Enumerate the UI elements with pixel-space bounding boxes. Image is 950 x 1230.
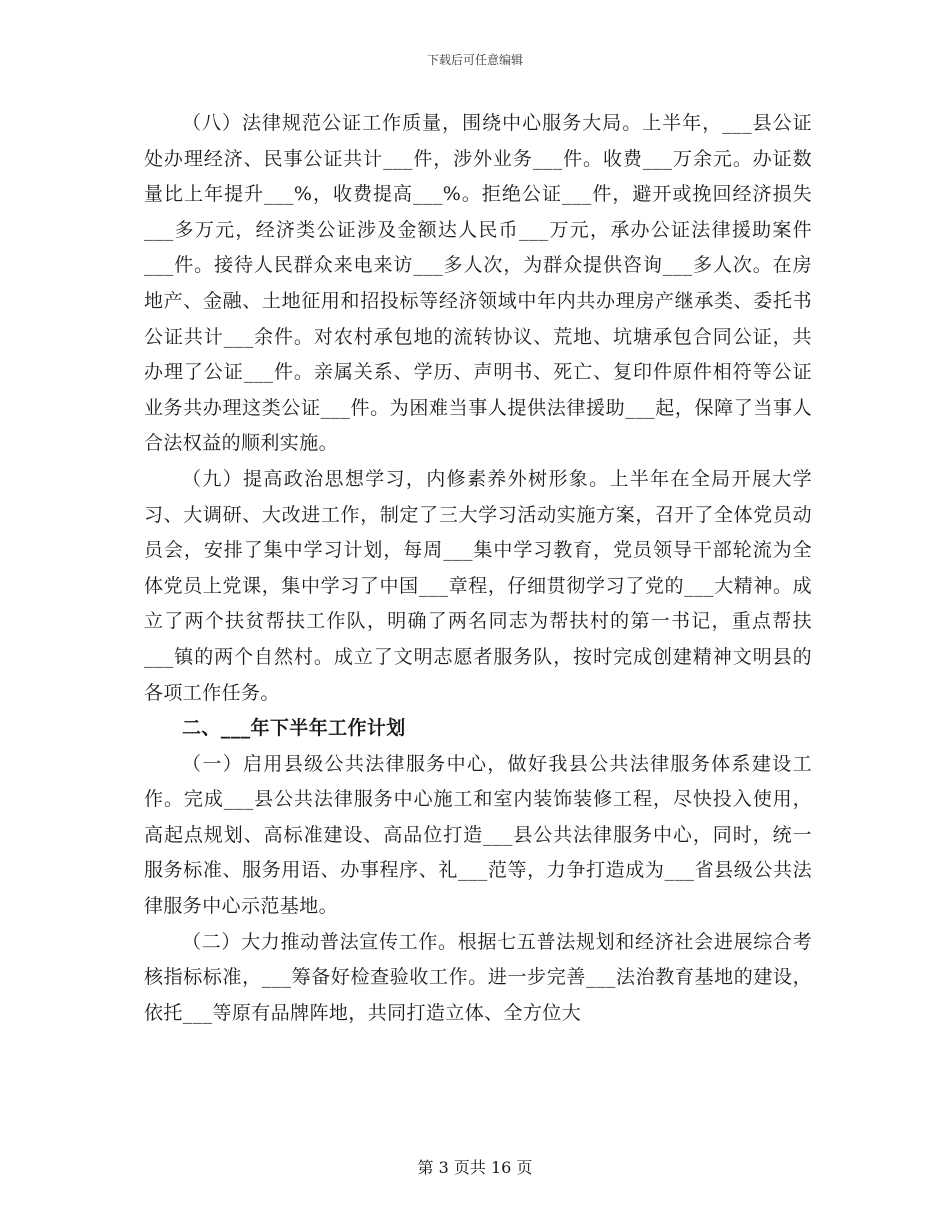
page-footer-number: 第 3 页共 16 页 xyxy=(417,1158,533,1177)
paragraph-law-publicity: （二）大力推动普法宣传工作。根据七五普法规划和经济社会进展综合考核指标标准，___筹备好检查验收工作。进一步完善___法治教育基地的建设，依托___等原有品牌阵地，共同打造立体、全方位大 xyxy=(144,930,812,1024)
paragraph-notary-work: （八）法律规范公证工作质量，围绕中心服务大局。上半年，___县公证处办理经济、民事公证共计___件，涉外业务___件。收费___万余元。办证数量比上年提升___%，收费提高___%。拒绝公证___件，避开或挽回经济损失___多万元，经济类公证涉及金额达人民币___万元，承办公证法律援助案件___件。接待人民群众来电来访___多人次，为群众提供咨询___多人次。在房地产、金融、土地征用和招投标等经济领域中年内共办理房产继承类、委托书公证共计___余件。对农村承包地的流转协议、荒地、坑塘承包合同公证，共办理了公证___件。亲属关系、学历、声明书、死亡、复印件原件相符等公证业务共办理这类公证___件。为困难当事人提供法律援助___起，保障了当事人合法权益的顺利实施。 xyxy=(144,112,812,455)
paragraph-political-study: （九）提高政治思想学习，内修素养外树形象。上半年在全局开展大学习、大调研、大改进工作，制定了三大学习活动实施方案，召开了全体党员动员会，安排了集中学习计划，每周___集中学习教育，党员领导干部轮流为全体党员上党课，集中学习了中国___章程，仔细贯彻学习了党的___大精神。成立了两个扶贫帮扶工作队，明确了两名同志为帮扶村的第一书记，重点帮扶___镇的两个自然村。成立了文明志愿者服务队，按时完成创建精神文明县的各项工作任务。 xyxy=(144,467,812,704)
document-body xyxy=(144,106,812,1031)
page-header-note: 下载后可任意编辑 xyxy=(426,53,523,67)
paragraph-legal-service-center: （一）启用县级公共法律服务中心，做好我县公共法律服务体系建设工作。完成___县公共法律服务中心施工和室内装饰装修工程，尽快投入使用，高起点规划、高标准建设、高品位打造___县公共法律服务中心，同时，统一服务标准、服务用语、办事程序、礼___范等，力争打造成为___省县级公共法律服务中心示范基地。 xyxy=(144,752,812,918)
section-heading-plan: 二、___年下半年工作计划 xyxy=(182,717,406,740)
